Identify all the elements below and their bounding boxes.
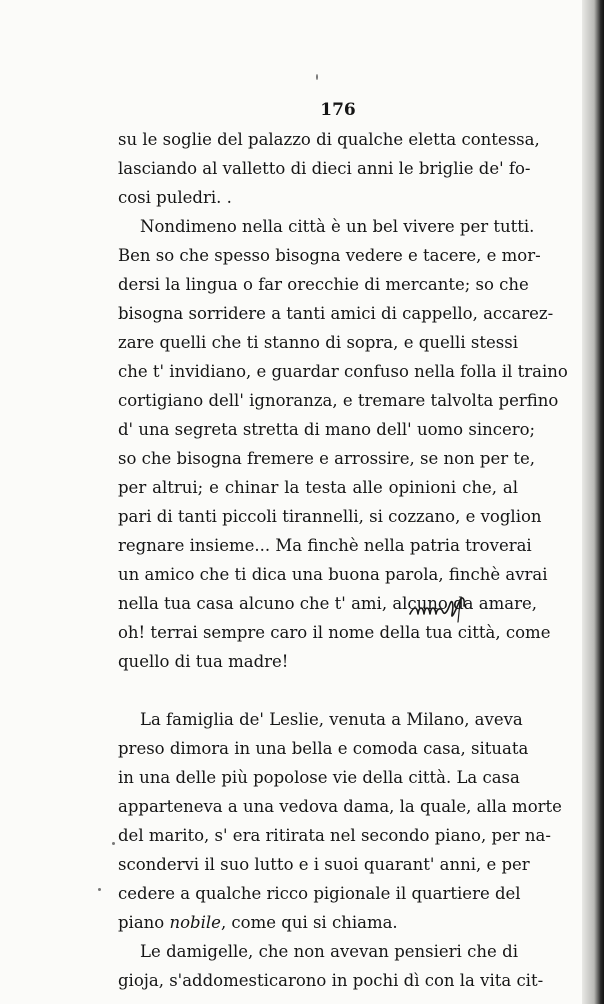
text-line: su le soglie del palazzo di qualche eletta contessa,	[118, 130, 540, 149]
paragraph	[118, 705, 562, 937]
text-line: in una delle più popolose vie della città. La casa	[118, 768, 520, 787]
text-line: bisogna sorridere a tanti amici di cappello, accarez-	[118, 304, 554, 323]
text-line: cortigiano dell' ignoranza, e tremare talvolta perfino	[118, 391, 559, 410]
text-line	[118, 908, 518, 937]
text-line: nella tua casa alcuno che t' ami, alcuno da amare,	[118, 594, 537, 613]
text-line: preso dimora in una bella e comoda casa, situata	[118, 739, 529, 758]
page-number: 176	[320, 100, 356, 120]
text-line: che t' invidiano, e guardar confuso nella folla il traino	[118, 362, 568, 381]
page-text	[118, 96, 568, 995]
text-line: regnare insieme... Ma finchè nella patria troverai	[118, 536, 532, 555]
text-line: Nondimeno nella città è un bel vivere per tutti.	[140, 217, 535, 236]
print-speck	[316, 74, 318, 80]
text-line: La famiglia de' Leslie, venuta a Milano, aveva	[140, 710, 523, 729]
italic-word: nobile	[169, 913, 221, 932]
print-speck	[112, 842, 115, 845]
text-line: lasciando al valletto di dieci anni le briglie de' fo-	[118, 159, 531, 178]
text-line: dersi la lingua o far orecchie di mercante; so che	[118, 275, 529, 294]
text-line: cosi puledri. .	[118, 188, 232, 207]
text-line: zare quelli che ti stanno di sopra, e quelli stessi	[118, 333, 518, 352]
print-speck	[98, 888, 101, 891]
section-gap	[118, 676, 518, 705]
text-line: gioja, s'addomesticarono in pochi dì con la vita cit-	[118, 971, 544, 990]
text-line: apparteneva a una vedova dama, la quale, alla morte	[118, 797, 562, 816]
text-fragment: piano	[118, 913, 170, 932]
text-fragment: , come qui si chiama.	[220, 913, 398, 932]
text-line: scondervi il suo lutto e i suoi quarant' anni, e per	[118, 855, 530, 874]
text-line: Ben so che spesso bisogna vedere e tacere, e mor-	[118, 246, 541, 265]
text-line: un amico che ti dica una buona parola, finchè avrai	[118, 565, 548, 584]
paragraph	[118, 125, 540, 212]
text-line: so che bisogna fremere e arrossire, se non per te,	[118, 449, 536, 468]
text-line: oh! terrai sempre caro il nome della tua città, come	[118, 623, 551, 642]
paragraph	[118, 937, 544, 995]
page-edge-shadow	[582, 0, 604, 1004]
text-line: del marito, s' era ritirata nel secondo piano, per na-	[118, 826, 551, 845]
handwritten-mark	[408, 592, 488, 626]
text-line: per altrui; e chinar la testa alle opinioni che, al	[118, 478, 518, 497]
text-line: quello di tua madre!	[118, 652, 289, 671]
text-line: d' una segreta stretta di mano dell' uomo sincero;	[118, 420, 536, 439]
text-line: cedere a qualche ricco pigionale il quartiere del	[118, 884, 521, 903]
text-line: Le damigelle, che non avevan pensieri che di	[140, 942, 518, 961]
text-line: pari di tanti piccoli tirannelli, si cozzano, e voglion	[118, 507, 542, 526]
